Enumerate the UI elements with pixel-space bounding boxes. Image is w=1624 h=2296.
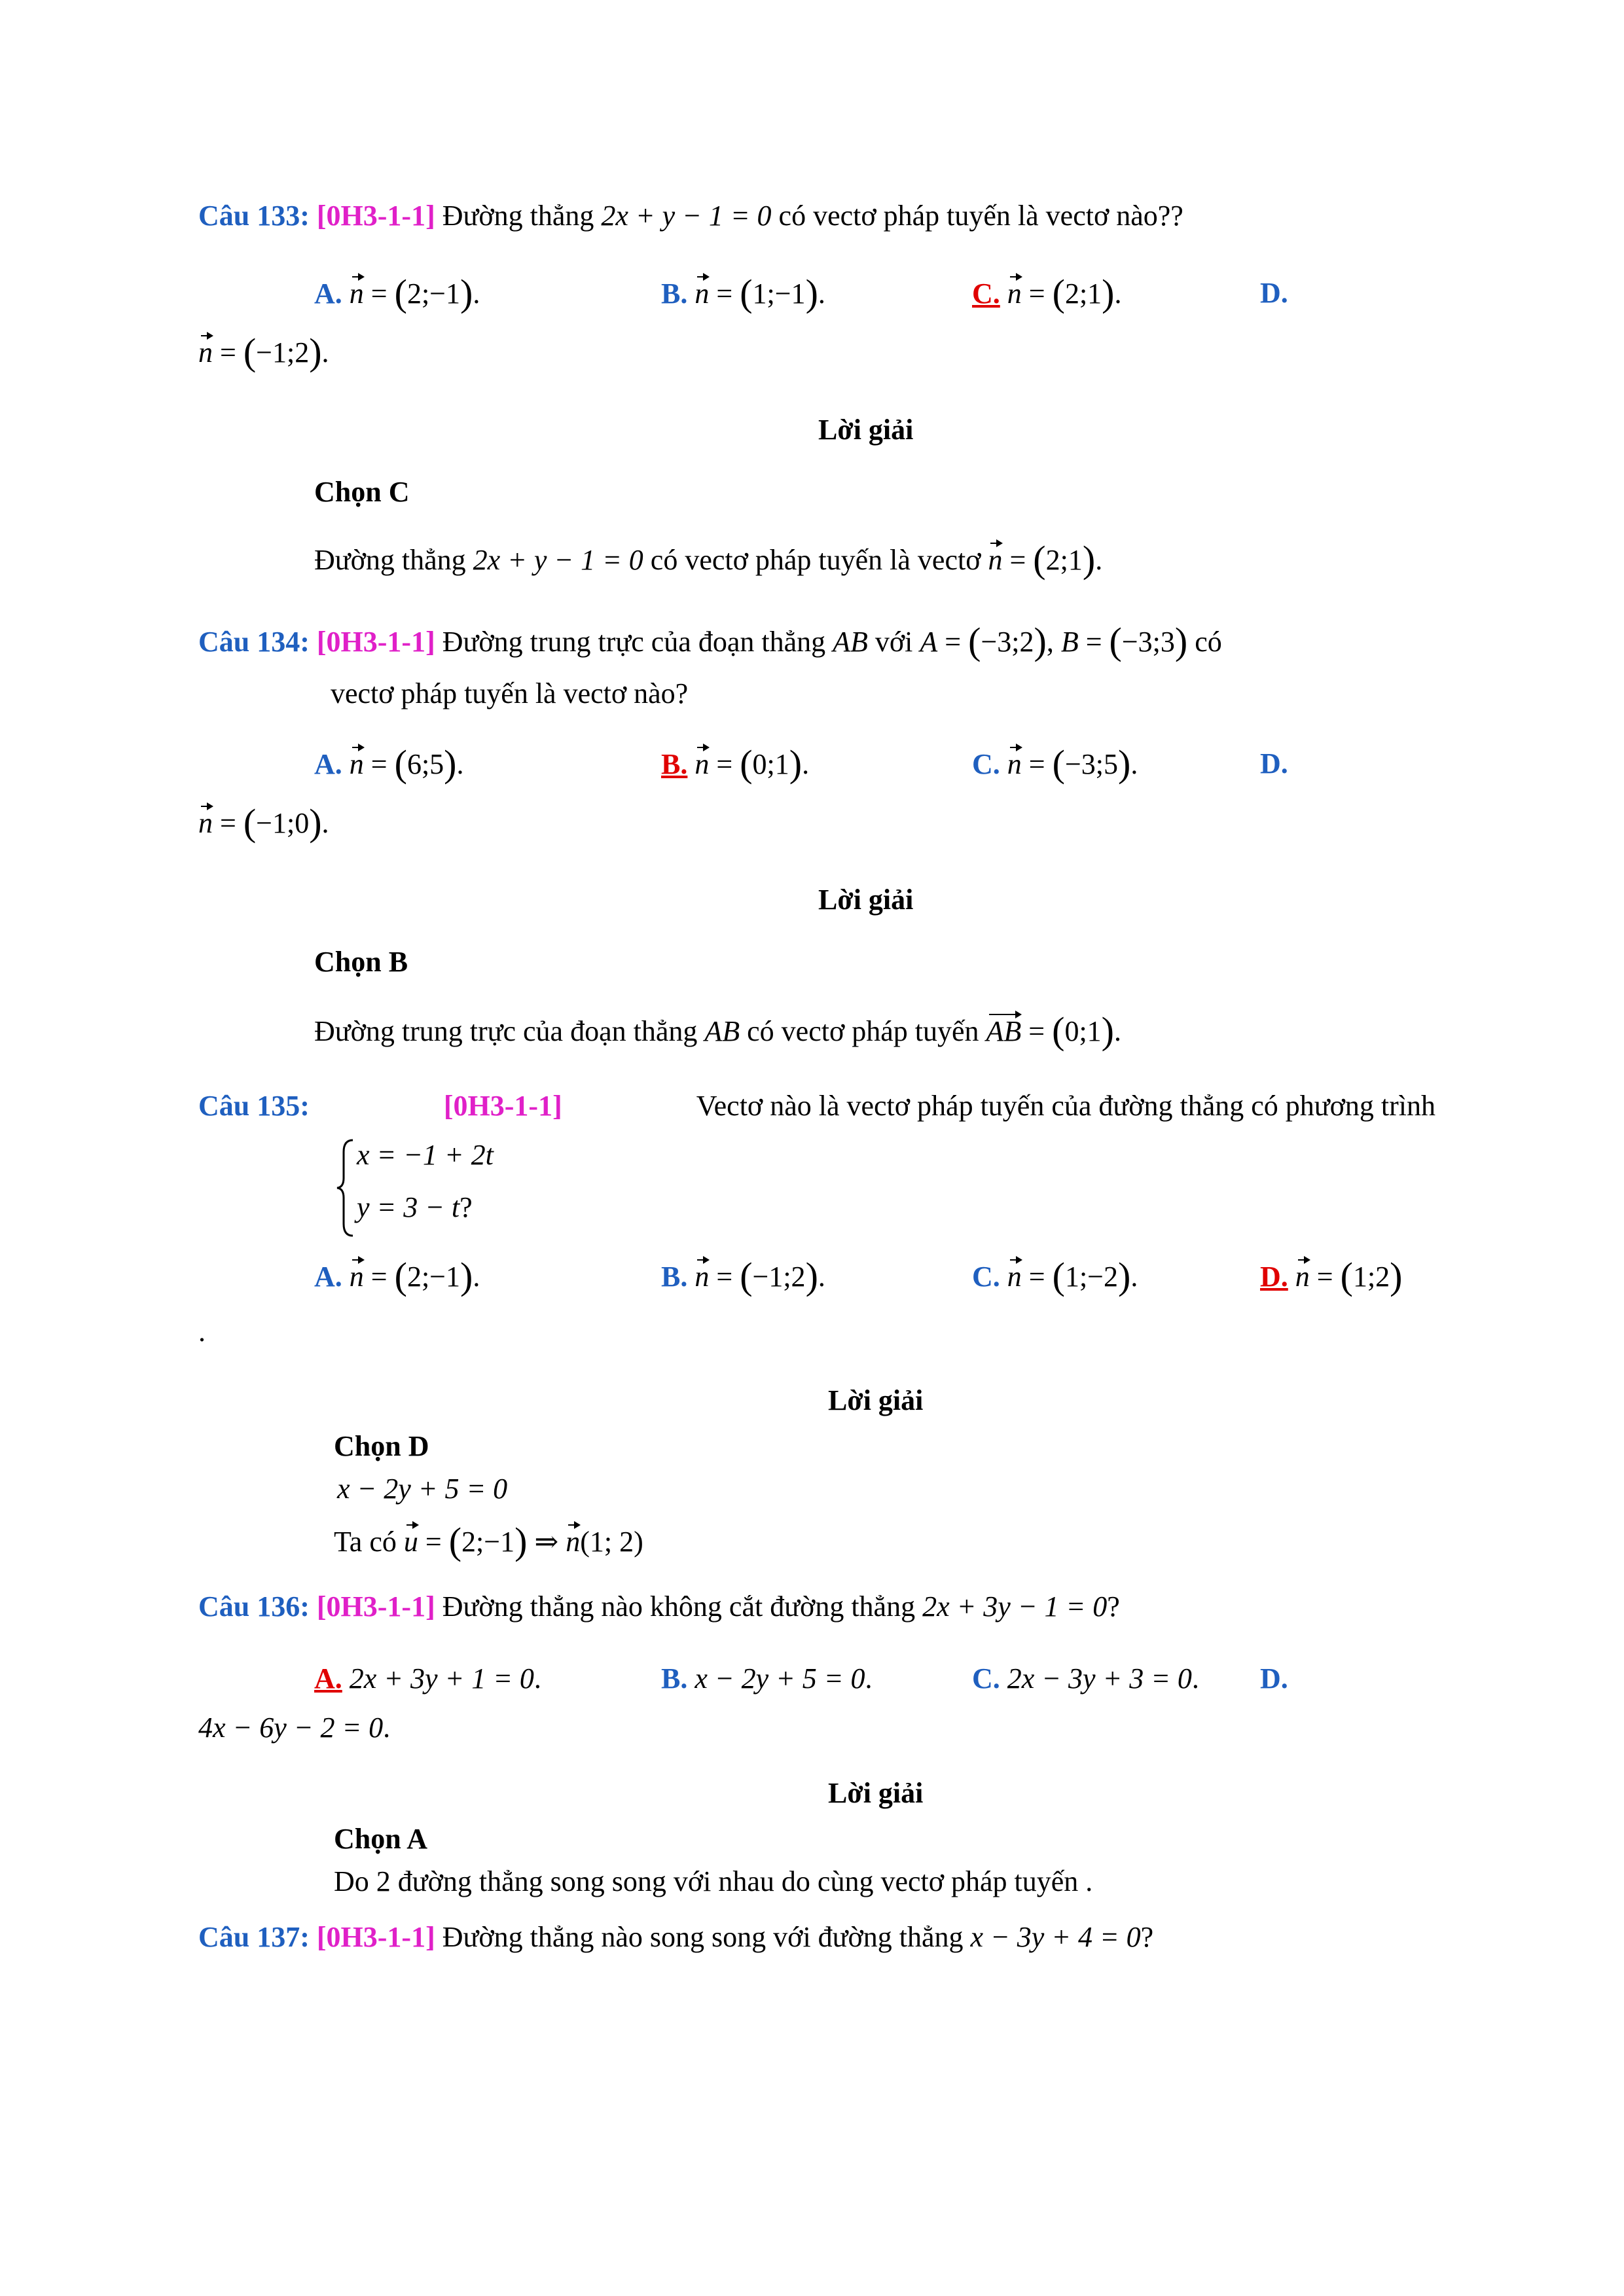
q133-option-d-value[interactable]: n = (−1;2). bbox=[198, 331, 329, 373]
q133-correct-marker: C. bbox=[972, 278, 1000, 310]
q133-tag: [0H3-1-1] bbox=[316, 200, 435, 232]
q134-option-b[interactable]: B. n = (0;1). bbox=[661, 742, 810, 785]
q135-option-d[interactable]: D. n = (1;2) bbox=[1260, 1255, 1403, 1297]
q134-solution-title: Lời giải bbox=[818, 884, 914, 916]
q133-stem: Câu 133: [0H3-1-1] Đường thẳng 2x + y − 1 = 0 có vectơ pháp tuyến là vectơ nào?? bbox=[198, 200, 1183, 232]
q133-option-a[interactable]: A. n = (2;−1). bbox=[314, 272, 480, 314]
q133-option-b[interactable]: B. n = (1;−1). bbox=[661, 272, 825, 314]
q137-stem: Câu 137: [0H3-1-1] Đường thẳng nào song song với đường thẳng x − 3y + 4 = 0? bbox=[198, 1921, 1154, 1953]
q136-option-a[interactable]: A. 2x + 3y + 1 = 0. bbox=[314, 1662, 541, 1695]
q137-number: Câu 137: bbox=[198, 1921, 310, 1953]
q134-option-d-value[interactable]: n = (−1;0). bbox=[198, 801, 329, 844]
q134-number: Câu 134: bbox=[198, 626, 310, 658]
q135-tag: [0H3-1-1] bbox=[443, 1090, 562, 1122]
q136-option-d-letter[interactable]: D. bbox=[1260, 1662, 1288, 1695]
q133-solution-title: Lời giải bbox=[818, 414, 914, 446]
q134-stem-line2: vectơ pháp tuyến là vectơ nào? bbox=[331, 677, 689, 709]
q133-solution: Đường thẳng 2x + y − 1 = 0 có vectơ pháp tuyến là vectơ n = (2;1). bbox=[314, 538, 1103, 581]
q133-equation: 2x + y − 1 = 0 bbox=[601, 200, 772, 232]
q135-number: Câu 135: bbox=[198, 1090, 310, 1122]
q134-correct-marker: B. bbox=[661, 748, 688, 780]
q137-tag: [0H3-1-1] bbox=[316, 1921, 435, 1953]
q135-solution-vector: Ta có u = (2;−1) ⇒ n(1; 2) bbox=[334, 1520, 643, 1562]
q134-solution: Đường trung trực của đoạn thẳng AB có vectơ pháp tuyến AB = (0;1). bbox=[314, 1009, 1121, 1052]
q135-option-c[interactable]: C. n = (1;−2). bbox=[972, 1255, 1138, 1297]
q135-correct-marker: D. bbox=[1260, 1261, 1288, 1293]
q136-option-d-value[interactable]: 4x − 6y − 2 = 0. bbox=[198, 1712, 391, 1744]
q135-stem: Câu 135: [0H3-1-1] Vectơ nào là vectơ pháp tuyến của đường thẳng có phương trình bbox=[198, 1086, 1435, 1126]
q134-tag: [0H3-1-1] bbox=[316, 626, 435, 658]
q136-stem: Câu 136: [0H3-1-1] Đường thẳng nào không cắt đường thẳng 2x + 3y − 1 = 0? bbox=[198, 1590, 1120, 1623]
q135-system-line2: y = 3 − t? bbox=[357, 1191, 473, 1223]
q134-option-a[interactable]: A. n = (6;5). bbox=[314, 742, 464, 785]
q135-system-line1: x = −1 + 2t bbox=[357, 1139, 494, 1171]
q133-tail: có vectơ pháp tuyến là vectơ nào? bbox=[778, 200, 1171, 232]
q135-solution-equation: x − 2y + 5 = 0 bbox=[337, 1473, 508, 1505]
q135-option-b[interactable]: B. n = (−1;2). bbox=[661, 1255, 825, 1297]
q134-option-d-letter[interactable]: D. bbox=[1260, 747, 1288, 780]
q133-text: Đường thẳng bbox=[442, 200, 594, 232]
q135-stray-period: . bbox=[198, 1316, 206, 1348]
q133-option-c[interactable]: C. n = (2;1). bbox=[972, 272, 1122, 314]
q134-option-c[interactable]: C. n = (−3;5). bbox=[972, 742, 1138, 785]
q133-option-d-letter[interactable]: D. bbox=[1260, 277, 1288, 309]
q136-option-b[interactable]: B. x − 2y + 5 = 0. bbox=[661, 1662, 873, 1695]
q135-solution-title: Lời giải bbox=[828, 1384, 924, 1416]
q136-solution-text: Do 2 đường thẳng song song với nhau do cùng vectơ pháp tuyến . bbox=[334, 1865, 1093, 1897]
q136-choice: Chọn A bbox=[334, 1823, 428, 1855]
q135-option-a[interactable]: A. n = (2;−1). bbox=[314, 1255, 480, 1297]
q136-number: Câu 136: bbox=[198, 1590, 310, 1623]
q134-stem: Câu 134: [0H3-1-1] Đường trung trực của đoạn thẳng AB với A = (−3;2), B = (−3;3) có bbox=[198, 620, 1222, 662]
q133-number: Câu 133: bbox=[198, 200, 310, 232]
q136-tag: [0H3-1-1] bbox=[316, 1590, 435, 1623]
q133-choice: Chọn C bbox=[314, 476, 410, 508]
q136-solution-title: Lời giải bbox=[828, 1777, 924, 1809]
q134-choice: Chọn B bbox=[314, 946, 408, 978]
q136-option-c[interactable]: C. 2x − 3y + 3 = 0. bbox=[972, 1662, 1199, 1695]
q135-choice: Chọn D bbox=[334, 1430, 429, 1462]
q135-system-brace bbox=[336, 1139, 355, 1237]
q136-correct-marker: A. bbox=[314, 1662, 342, 1695]
